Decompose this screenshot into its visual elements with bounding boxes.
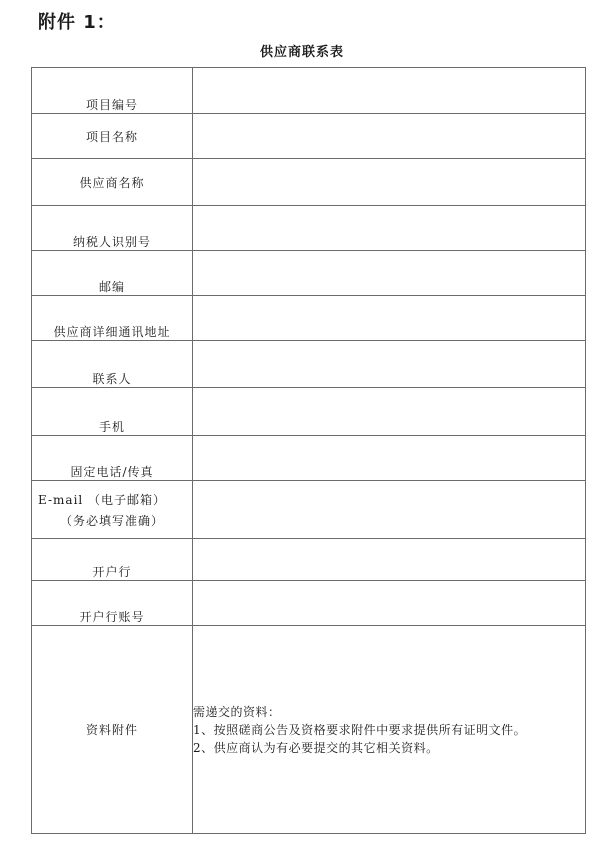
table-row [32,68,586,114]
attachment-label: 附件 1： [38,12,116,33]
field-bank-account[interactable] [193,581,586,626]
field-postcode[interactable] [193,251,586,296]
table-row [32,436,586,481]
table-row [32,539,586,581]
label-postcode: 邮编 [32,251,193,296]
field-contact-person[interactable] [193,341,586,388]
label-project-number: 项目编号 [32,68,193,114]
table-row [32,296,586,341]
notes-item-1: 1、按照磋商公告及资格要求附件中要求提供所有证明文件。 [193,722,527,737]
table-row [32,114,586,159]
table-row [32,581,586,626]
field-email[interactable] [193,481,586,539]
label-bank-account: 开户行账号 [32,581,193,626]
table-row [32,159,586,206]
field-address[interactable] [193,296,586,341]
supplier-contact-table [31,67,586,834]
table-row [32,251,586,296]
label-taxpayer-id: 纳税人识别号 [32,206,193,251]
field-bank[interactable] [193,539,586,581]
field-mobile[interactable] [193,388,586,436]
table-row [32,481,586,539]
notes-heading: 需递交的资料： [193,704,281,719]
label-contact-person: 联系人 [32,341,193,388]
label-mobile: 手机 [32,388,193,436]
label-email-line1: E-mail （电子邮箱） [38,492,167,507]
field-project-number[interactable] [193,68,586,114]
label-attachments: 资料附件 [32,626,193,834]
label-email-line2: （务必填写准确） [59,513,164,528]
form-title: 供应商联系表 [259,45,344,60]
table-row [32,341,586,388]
field-project-name[interactable] [193,114,586,159]
table-row [32,388,586,436]
label-email [32,481,193,539]
notes-item-2: 2、供应商认为有必要提交的其它相关资料。 [193,740,439,755]
field-phone-fax[interactable] [193,436,586,481]
field-supplier-name[interactable] [193,159,586,206]
attachments-notes[interactable] [193,626,586,834]
table-row [32,626,586,834]
label-project-name: 项目名称 [32,114,193,159]
field-taxpayer-id[interactable] [193,206,586,251]
label-supplier-name: 供应商名称 [32,159,193,206]
table-row [32,206,586,251]
label-phone-fax: 固定电话/传真 [32,436,193,481]
label-bank: 开户行 [32,539,193,581]
label-address: 供应商详细通讯地址 [32,296,193,341]
